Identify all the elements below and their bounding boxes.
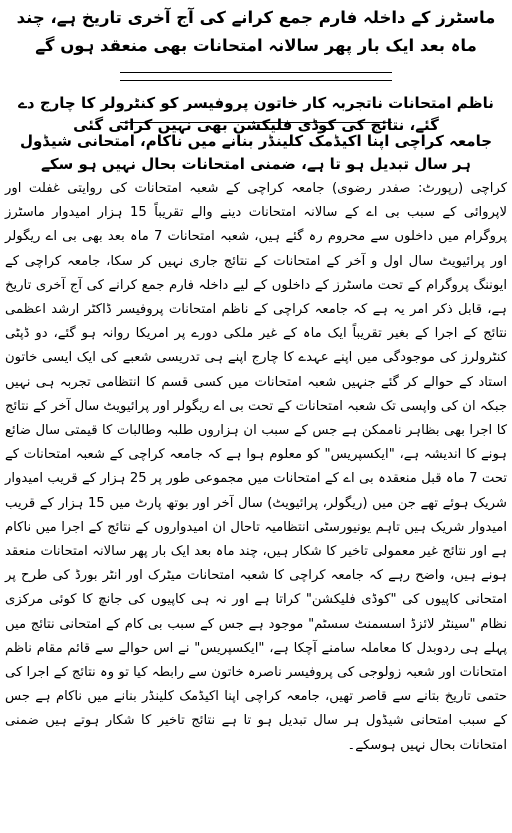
headline-divider-top: [120, 72, 392, 73]
headline-divider-bottom: [120, 80, 392, 81]
article-body: کراچی (رپورٹ: صفدر رضوی) جامعہ کراچی کے شعبہ امتحانات کی روایتی غفلت اور لاپروائی کے سبب بی اے کے سالانہ امتحانات دینے والے تقریباً 15 ہزار امیدوار ماسٹرز پروگرام میں داخلوں سے محروم رہ گئے ہیں، شعبہ امتحانات 7 ماہ بعد بھی بی اے ریگولر اور پرائیویٹ سال اول و آخر کے امتحانات کے نتائج جاری نہیں کر سکا، جامعہ کراچی کے ایوننگ پروگرام کے تحت ماسٹرز کے داخلوں کے لیے داخلہ فارم جمع کرانے کی آج آخری تاریخ ہے، قابل ذکر امر یہ ہے کہ جامعہ کراچی کے ناظم امتحانات پروفیسر ڈاکٹر ارشد اعظمی نتائج کے اجرا کے بغیر تقریباً ایک ماہ کے غیر ملکی دورے پر امریکا روانہ ہو گئے، دو ڈپٹی کنٹرولرز کی موجودگی میں اپنے عہدے کا چارج اپنے ہی تدریسی شعبے کی ایک ایسی خاتون استاد کے حوالے کر گئے جنہیں شعبہ امتحانات میں کسی قسم کا انتظامی تجربہ ہی نہیں جبکہ ان کی واپسی تک شعبہ امتحانات کے تحت بی اے ریگولر اور پرائیویٹ سال آخر کے نتائج کا اجرا بھی بظاہر ناممکن ہے جس کے سبب ان ہزاروں طلبہ وطالبات کا قیمتی سال ضائع ہونے کا اندیشہ ہے، "ایکسپریس" کو معلوم ہوا ہے کہ جامعہ کراچی کے شعبہ امتحانات کے تحت 7 ماہ قبل منعقدہ بی اے کے امتحانات میں مجموعی طور پر 25 ہزار کے قریب امیدوار شریک ہوئے تھے جن میں (ریگولر، پرائیویٹ) سال آخر اور بوتھ پارٹ میں 15 ہزار کے قریب امیدوار شریک ہیں تاہم یونیورسٹی انتظامیہ تاحال ان امیدواروں کے نتائج کے اجرا میں ناکام ہے اور نتائج غیر معمولی تاخیر کا شکار ہیں، چند ماہ بعد ایک بار پھر سالانہ امتحانات منعقد ہونے ہیں، واضح رہے کہ جامعہ کراچی کا شعبہ امتحانات میٹرک اور انٹر بورڈ کی طرح پر امتحانی کاپیوں کی "کوڈی فلیکشن" کراتا ہے اور نہ ہی کاپیوں کی جانچ کا کوئی مرکزی نظام "سینٹر لائزڈ اسسمنٹ سسٹم" موجود ہے جس کے سبب بی کام کے امتحانی نتائج میں پہلے ہی ردوبدل کا معاملہ سامنے آچکا ہے، "ایکسپریس" نے اس حوالے سے قائم مقام ناظم امتحانات اور شعبہ زولوجی کی پروفیسر ناصرہ خاتون سے رابطہ کیا تو وہ نتائج کے اجرا کی حتمی تاریخ بتانے سے قاصر تھیں، جامعہ کراچی اپنا اکیڈمک کلینڈر بنانے میں ناکام ہے جس کے سبب امتحانی شیڈول ہر سال تبدیل ہو تا ہے نتائج تاخیر کا شکار ہوتے ہیں ضمنی امتحانات بحال نہیں ہوسکے۔: [5, 181, 508, 753]
sub-headline-1: ناظم امتحانات ناتجربہ کار خاتون پروفیسر کو کنٹرولر کا چارج دے گئے، نتائج کی کوڈی فلیکشن بھی نہیں کرائی گئی: [18, 94, 494, 134]
sub-headline-divider: [120, 122, 392, 123]
sub-headline-2: جامعہ کراچی اپنا اکیڈمک کلینڈر بنانے میں ناکام، امتحانی شیڈول ہر سال تبدیل ہو تا ہے، ضمنی امتحانات بحال نہیں ہو سکے: [19, 132, 493, 173]
main-headline: ماسٹرز کے داخلہ فارم جمع کرانے کی آج آخری تاریخ ہے، چند ماہ بعد ایک بار پھر سالانہ امتحانات بھی منعقد ہوں گے: [16, 8, 496, 55]
